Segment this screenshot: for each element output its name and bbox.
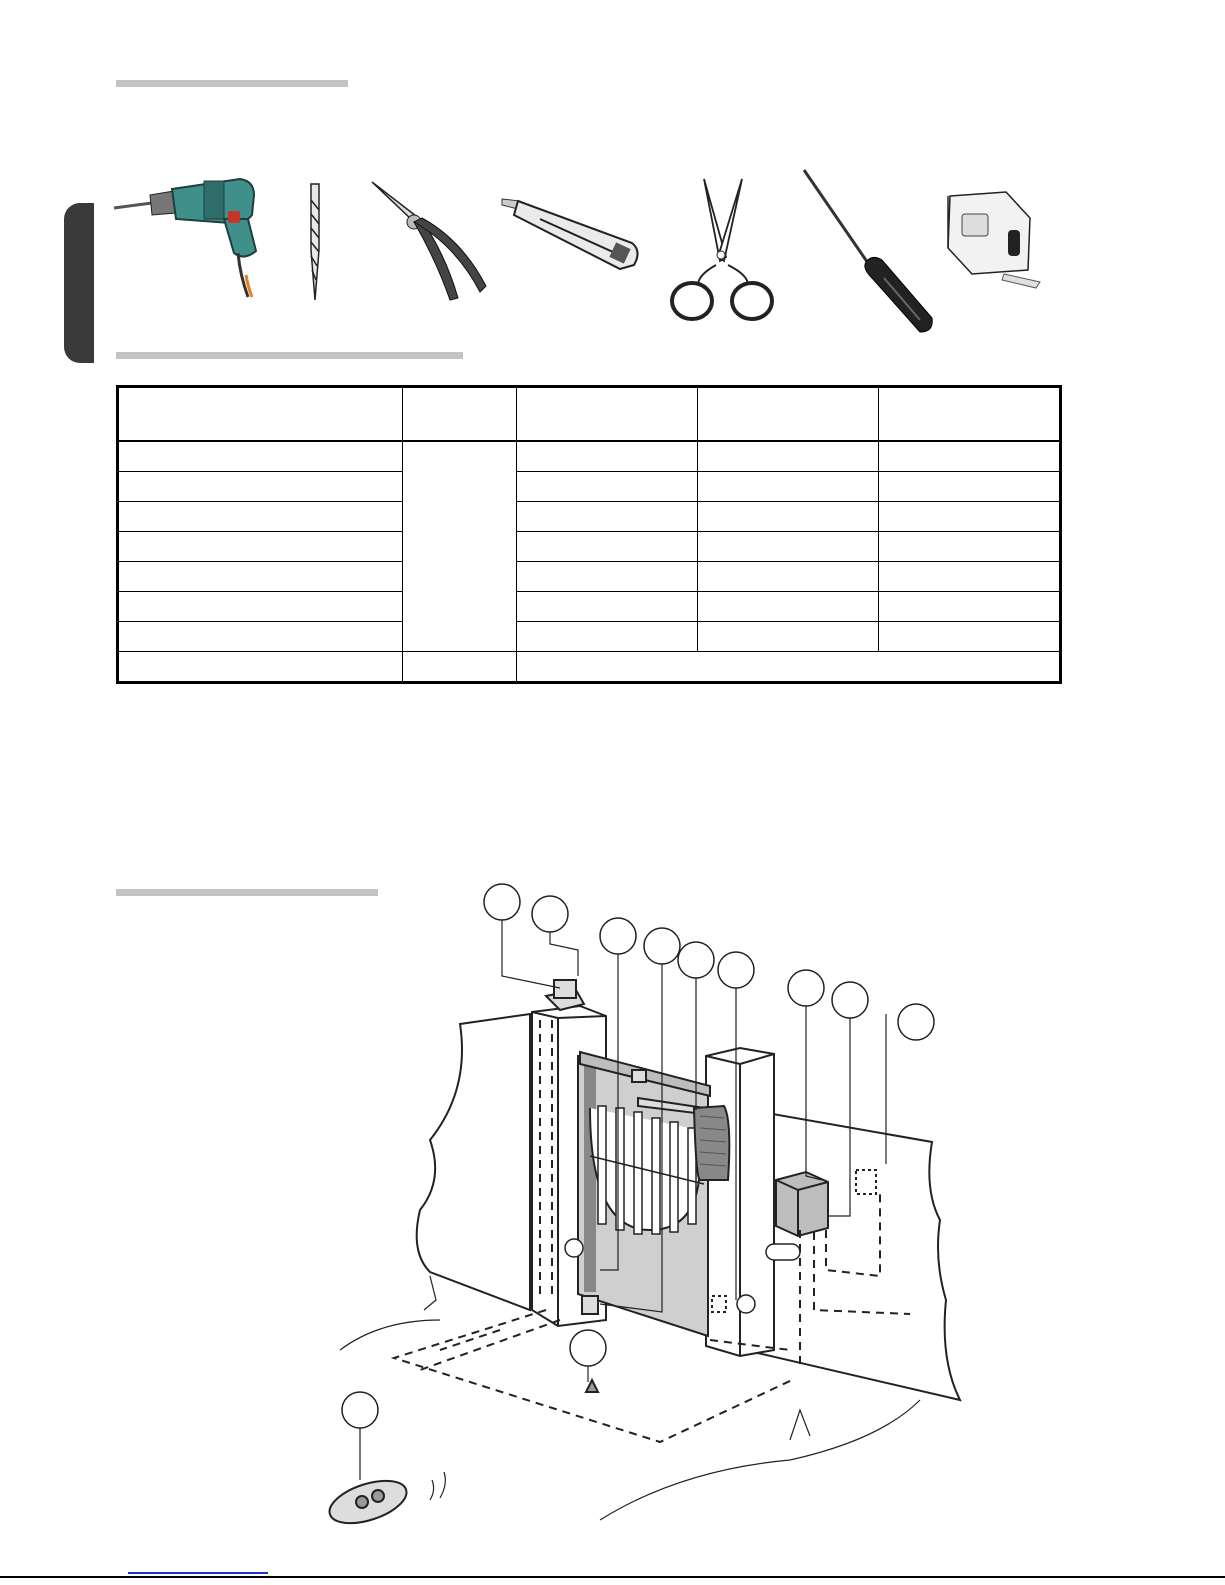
table-cell	[402, 441, 516, 652]
table-cell	[118, 562, 403, 592]
scissors-icon	[668, 175, 778, 325]
footer-rule	[0, 1576, 1225, 1578]
table-cell	[697, 622, 879, 652]
table-cell	[697, 532, 879, 562]
table-cell	[516, 441, 697, 472]
table-cell	[118, 441, 403, 472]
cable-table	[116, 385, 1062, 684]
table-cell	[697, 441, 879, 472]
table-cell	[516, 502, 697, 532]
screwdriver-icon	[800, 168, 940, 338]
table-row	[118, 441, 1061, 472]
table-header-cell	[516, 387, 697, 442]
table-cell	[118, 592, 403, 622]
table-row	[118, 622, 1061, 652]
table-cell	[697, 502, 879, 532]
table-cell	[697, 472, 879, 502]
table-row	[118, 562, 1061, 592]
table-cell	[697, 592, 879, 622]
table-row	[118, 472, 1061, 502]
table-row	[118, 532, 1061, 562]
chapter-tab	[64, 203, 94, 363]
control-box	[776, 1172, 828, 1236]
table-cell	[516, 472, 697, 502]
table-cell	[516, 652, 1060, 683]
table-cell	[879, 592, 1061, 622]
table-header-cell	[118, 387, 403, 442]
table-cell	[697, 562, 879, 592]
drill-icon	[112, 175, 272, 300]
table-cell	[516, 622, 697, 652]
table-cell	[118, 472, 403, 502]
table-cell	[879, 472, 1061, 502]
table-cell	[118, 652, 403, 683]
cutter-icon	[500, 195, 645, 275]
left-wall	[417, 1014, 530, 1310]
table-header-cell	[697, 387, 879, 442]
table-cell	[118, 502, 403, 532]
table-header-cell	[402, 387, 516, 442]
table-row	[118, 652, 1061, 683]
tape-measure-icon	[944, 190, 1044, 290]
table-cell	[879, 622, 1061, 652]
table-cell	[118, 532, 403, 562]
table-row	[118, 592, 1061, 622]
table-header-cell	[879, 387, 1061, 442]
table-cell	[879, 441, 1061, 472]
table-cell	[879, 562, 1061, 592]
pliers-icon	[370, 180, 490, 305]
table-cell	[118, 622, 403, 652]
table-cell	[879, 502, 1061, 532]
table-header-row	[118, 387, 1061, 442]
table-cell	[516, 532, 697, 562]
drill-bit-icon	[302, 180, 328, 305]
table-cell	[516, 592, 697, 622]
section-rule-cables	[116, 352, 463, 359]
table-row	[118, 502, 1061, 532]
section-rule-tools	[116, 80, 348, 87]
table-cell	[879, 532, 1061, 562]
footer-link-rule	[128, 1572, 268, 1574]
table-cell	[402, 652, 516, 683]
installation-diagram	[320, 880, 1000, 1540]
table-cell	[516, 562, 697, 592]
